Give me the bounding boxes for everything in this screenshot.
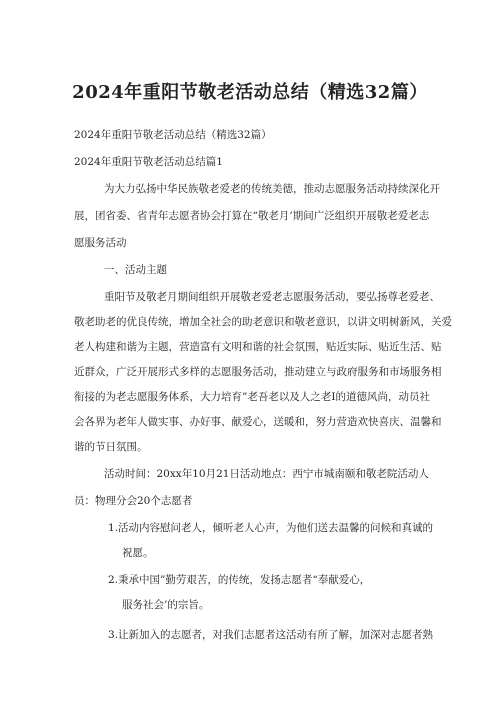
intro-line: 为大力弘扬中华民族敬老爱老的传统美德，推动志愿服务活动持续深化开 [104, 183, 440, 195]
list-item [108, 572, 370, 587]
intro-line: 展，团省委、省青年志愿者协会打算在“敬老月’期间广泛组织开展敬老爱老志 [74, 210, 430, 222]
list-item-text: .活动内容慰问老人，倾听老人心声，为他们送去温馨的问候和真诚的 [114, 522, 434, 534]
list-item-continuation: 服务社会’的宗旨。 [122, 599, 210, 611]
theme-line: 会各界为老年人做实事、办好事、献爱心，送暖和，努力营造欢快喜庆、温馨和 [74, 416, 442, 428]
list-item-text: .让新加入的志愿者，对我们志愿者这活动有所了解，加深对志愿者熟 [114, 629, 434, 641]
theme-line: 敬老助老的优良传统，增加全社会的助老意识和敬老意识，以讲文明树新风，关爱 [74, 316, 452, 328]
list-item-number: 2 [108, 574, 115, 586]
theme-line: 谐的节日氛围。 [74, 441, 148, 453]
activity-info-line: 活动时间：20xx年10月21日活动地点：西宁市城南颐和敬老院活动人 [104, 468, 429, 480]
theme-line: 老人构建和谐为主题，营造富有文明和谐的社会氛围，贴近实际、贴近生活、贴 [74, 341, 442, 353]
section-heading: 2024年重阳节敬老活动总结篇1 [74, 156, 223, 168]
list-item-continuation: 祝愿。 [122, 547, 154, 559]
list-item-text: .秉承中国”勤劳艰苦，的传统，发扬志愿者“奉献爱心， [114, 574, 371, 586]
list-item [108, 627, 433, 642]
document-subtitle: 2024年重阳节敬老活动总结（精选32篇） [74, 129, 272, 141]
document-title: 2024年重阳节敬老活动总结（精选32篇） [72, 82, 428, 103]
list-item-number: 3 [108, 629, 115, 641]
activity-info-line: 员：物理分会20个志愿者 [74, 495, 193, 507]
theme-line: 重阳节及敬老月期间组织开展敬老爱老志愿服务活动，要弘扬尊老爱老、 [104, 291, 440, 303]
intro-line: 愿服务活动 [74, 237, 127, 249]
theme-line: 衔接的为老志愿服务体系，大力培育”老吾老以及人之老I的道德风尚，动员社 [74, 391, 431, 403]
theme-heading: 一、活动主题 [104, 264, 167, 276]
list-item-number: 1 [108, 522, 115, 534]
theme-line: 近群众，广泛开展形式多样的志愿服务活动，推动建立与政府服务和市场服务相 [74, 366, 442, 378]
list-item [108, 520, 433, 535]
